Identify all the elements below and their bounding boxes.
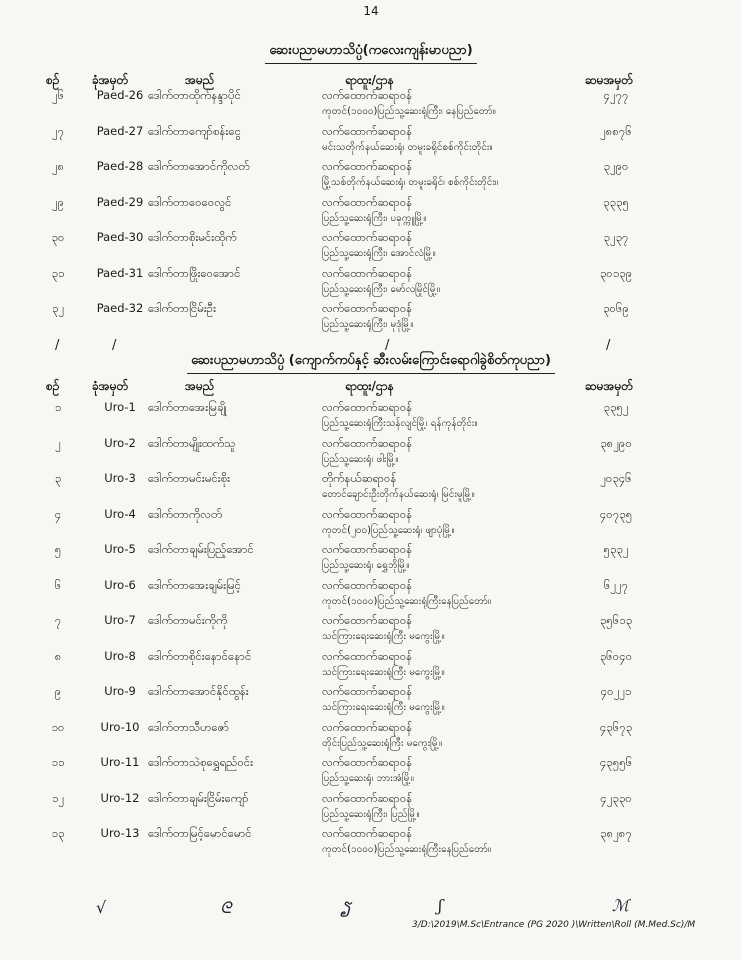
row-code: ၂၀၃၄၆ bbox=[600, 471, 632, 485]
row-roll-number: Paed-26 bbox=[96, 88, 144, 102]
row-number: ၁၀ bbox=[51, 719, 65, 734]
row-name: ဒေါက်တာကျော်စန်းငွေ bbox=[148, 123, 241, 138]
row-code: ၃၃၅၂ bbox=[603, 400, 629, 414]
separator-mark: / bbox=[385, 338, 390, 353]
row-roll-number: Uro-11 bbox=[100, 755, 140, 769]
row-location: ပြည်သူ့ဆေးရုံကြီး၊ ပခုက္ကူမြို့။ bbox=[322, 212, 427, 224]
row-roll-number: Paed-27 bbox=[96, 123, 144, 138]
row-number: ၇ bbox=[54, 613, 62, 627]
row-position: လက်ထောက်ဆရာဝန် bbox=[322, 400, 413, 414]
row-location: ပြည်သူ့ဆေးရုံ၊ ဖါးမြို့။ bbox=[322, 453, 399, 465]
row-name: ဒေါက်တာထိုက်နန္ဒာပိုင် bbox=[148, 88, 241, 102]
row-name: ဒေါက်တာချမ်းပြည့်အောင် bbox=[148, 542, 254, 556]
row-code: ၄၀၇၃၅ bbox=[599, 506, 633, 521]
header-roll: ခုံအမှတ် bbox=[92, 379, 129, 393]
row-roll-number: Uro-13 bbox=[100, 826, 140, 840]
section2-title: ဆေးပညာမဟာသိပ္ပံ (ကျောက်ကပ်နှင့် ဆီးလမ်းကြောင်းရောဂါခွဲစိတ်ကုပညာ) bbox=[0, 352, 742, 374]
header-no: စဉ် bbox=[46, 379, 60, 393]
row-code: ၃၅၆၁၃ bbox=[599, 613, 633, 627]
row-position: လက်ထောက်ဆရာဝန် bbox=[322, 542, 413, 556]
row-roll-number: Uro-9 bbox=[104, 684, 136, 698]
row-location: သင်ကြားရေးဆေးရုံကြီး မကွေးမြို့။ bbox=[322, 631, 445, 642]
header-code: ဆမအမှတ် bbox=[585, 73, 634, 87]
row-name: ဒေါက်တာဖြိုးဝေအောင် bbox=[148, 265, 241, 280]
row-location: ပြည်သူ့ဆေးရုံကြီး၊ မုဒုံမြို့။ bbox=[322, 319, 414, 330]
row-code: ၄၀၂၂၁ bbox=[600, 684, 632, 698]
row-code: ၃၂၃၇ bbox=[603, 230, 629, 244]
row-roll-number: Uro-3 bbox=[104, 471, 136, 485]
signature-mark: ຽ bbox=[340, 898, 351, 917]
section1-title: ဆေးပညာမဟာသိပ္ပံ(ကလေးကျန်းမာပညာ) bbox=[0, 42, 742, 64]
row-code: ၃၀၆၉ bbox=[603, 301, 629, 315]
row-location: တောင်ချောင်းဦးတိုက်နယ်ဆေးရုံ၊ မြင်းမူမြို့။ bbox=[322, 489, 475, 500]
row-location: မင်းသတိုက်နယ်ဆေးရုံ၊ တမူးခရိုင်စစ်ကိုင်းတိုင်း။ bbox=[322, 141, 493, 153]
header-position: ရာထူး/ဌာန bbox=[345, 73, 394, 87]
row-code: ၃၈၂၈၇ bbox=[600, 826, 632, 840]
row-name: ဒေါက်တာအေးမြချို bbox=[148, 400, 227, 414]
row-number: ၂၈ bbox=[51, 159, 65, 173]
signature-mark: ʃ bbox=[438, 896, 443, 915]
row-name: ဒေါက်တာဝေဝေလွင် bbox=[148, 194, 232, 209]
row-position: လက်ထောက်ဆရာဝန် bbox=[322, 613, 413, 627]
row-position: လက်ထောက်ဆရာဝန် bbox=[322, 648, 413, 663]
row-location: ပြည်သူ့ဆေးရုံ၊ ရွှေဘိုမြို့။ bbox=[322, 560, 410, 571]
header-no: စဉ် bbox=[46, 73, 60, 87]
row-location: ပြည်သူ့ဆေးရုံ၊ ဘားအံမြို့။ bbox=[322, 773, 414, 784]
row-code: ၄၂၇၇ bbox=[603, 88, 629, 102]
row-roll-number: Uro-1 bbox=[104, 400, 136, 414]
header-position: ရာထူး/ဌာန bbox=[345, 379, 394, 393]
row-location: ပြည်သူ့ဆေးရုံကြီး၊ အောင်လံမြို့။ bbox=[322, 248, 436, 259]
row-number: ၃၀ bbox=[51, 230, 65, 244]
footer-path: 3/D:\2019\M.Sc\Entrance (PG 2020 )\Written\Roll (M.Med.Sc)/M bbox=[412, 920, 696, 930]
row-name: ဒေါက်တာမင်းကိုကို bbox=[148, 613, 228, 627]
row-name: ဒေါက်တာစိုးမင်းထိုက် bbox=[148, 230, 237, 244]
row-number: ၂၇ bbox=[51, 123, 65, 138]
row-roll-number: Uro-5 bbox=[104, 542, 136, 556]
signature-mark: √ bbox=[96, 898, 107, 917]
row-name: ဒေါက်တာစိုင်းနောင်နောင် bbox=[148, 648, 252, 663]
row-name: ဒေါက်တာငြိမ်းဦး bbox=[148, 301, 217, 315]
row-code: ၃၃၃၅ bbox=[603, 194, 629, 209]
row-number: ၃၁ bbox=[51, 265, 65, 280]
row-code: ၄၃၆၇၃ bbox=[599, 719, 633, 734]
row-roll-number: Paed-32 bbox=[96, 301, 144, 315]
row-code: ၃၀၁၃၉ bbox=[599, 265, 633, 280]
row-location: သင်ကြားရေးဆေးရုံကြီး မကွေးမြို့။ bbox=[322, 666, 445, 678]
header-name: အမည် bbox=[185, 379, 215, 393]
row-location: ကုတင်(၂၀၀)ပြည်သူ့ဆေးရုံ၊ ဖျာပုံမြို့။ bbox=[322, 524, 455, 536]
row-position: လက်ထောက်ဆရာဝန် bbox=[322, 265, 413, 280]
row-number: ၁၃ bbox=[51, 826, 65, 840]
row-name: ဒေါက်တာအောင်ကိုလတ် bbox=[148, 159, 250, 173]
header-name: အမည် bbox=[185, 73, 215, 87]
row-roll-number: Uro-2 bbox=[104, 435, 136, 450]
page-number: 14 bbox=[363, 4, 379, 18]
row-number: ၃၂ bbox=[51, 301, 65, 315]
row-location: သင်ကြားရေးဆေးရုံကြီး မကွေးမြို့။ bbox=[322, 702, 445, 713]
row-location: တိုင်းပြည်သူ့ဆေးရုံကြီး မကွေးမြို့။ bbox=[322, 737, 443, 749]
row-roll-number: Paed-30 bbox=[96, 230, 144, 244]
row-name: ဒေါက်တာသဲစုရွှေရည်ဝင်း bbox=[148, 755, 254, 769]
row-number: ၁၂ bbox=[51, 790, 65, 805]
row-position: လက်ထောက်ဆရာဝန် bbox=[322, 790, 413, 805]
row-position: လက်ထောက်ဆရာဝန် bbox=[322, 301, 413, 315]
row-location: ပြည်သူ့ဆေးရုံကြီး၊ ပြည်မြို့။ bbox=[322, 808, 420, 820]
row-position: လက်ထောက်ဆရာဝန် bbox=[322, 506, 413, 521]
row-code: ၃၂၉၀ bbox=[603, 159, 629, 173]
header-roll: ခုံအမှတ် bbox=[92, 73, 129, 87]
header-code: ဆမအမှတ် bbox=[585, 379, 634, 393]
signature-mark: ᘓ bbox=[220, 898, 232, 917]
row-position: လက်ထောက်ဆရာဝန် bbox=[322, 719, 413, 734]
row-code: ၃၆၀၄၀ bbox=[599, 648, 633, 663]
row-name: ဒေါက်တာအေးချမ်းမြင့် bbox=[148, 577, 241, 592]
row-number: ၈ bbox=[54, 648, 62, 663]
row-location: ကုတင်(၁၀၀၀)ပြည်သူ့ဆေးရုံကြီး၊ နေပြည်တော်။ bbox=[322, 106, 496, 117]
row-number: ၆ bbox=[54, 577, 62, 592]
row-number: ၃ bbox=[54, 471, 62, 485]
row-name: ဒေါက်တာကိုလတ် bbox=[148, 506, 223, 521]
row-roll-number: Paed-29 bbox=[96, 194, 144, 209]
separator-mark: / bbox=[55, 338, 60, 353]
row-position: လက်ထောက်ဆရာဝန် bbox=[322, 826, 413, 840]
separator-mark: / bbox=[606, 338, 611, 353]
row-name: ဒေါက်တာသီဟဇော် bbox=[148, 719, 230, 734]
row-location: ပြည်သူ့ဆေးရုံကြီး၊ မော်လမြိုင်မြို့။ bbox=[322, 283, 441, 295]
row-position: တိုက်နယ်ဆရာဝန် bbox=[322, 471, 397, 485]
row-position: လက်ထောက်ဆရာဝန် bbox=[322, 435, 413, 450]
signature-mark: ℳ bbox=[612, 896, 630, 915]
row-code: ၅၃၃၂ bbox=[603, 542, 629, 556]
row-roll-number: Uro-12 bbox=[100, 790, 140, 805]
row-roll-number: Uro-7 bbox=[104, 613, 136, 627]
row-name: ဒေါက်တာမျိုးထက်သူ bbox=[148, 435, 236, 450]
row-code: ၄၂၃၃၀ bbox=[600, 790, 632, 805]
row-code: ၂၈၈၇၆ bbox=[600, 123, 632, 138]
row-location: ပြည်သူ့ဆေးရုံကြီးသန်လျင်မြို့၊ ရန်ကုန်တိုင်း။ bbox=[322, 418, 478, 429]
row-roll-number: Uro-8 bbox=[104, 648, 136, 663]
row-position: လက်ထောက်ဆရာဝန် bbox=[322, 230, 413, 244]
row-position: လက်ထောက်ဆရာဝန် bbox=[322, 577, 413, 592]
row-position: လက်ထောက်ဆရာဝန် bbox=[322, 159, 413, 173]
separator-mark: / bbox=[112, 338, 117, 353]
row-name: ဒေါက်တာအောင်နိုင်ထွန်း bbox=[148, 684, 249, 698]
row-location: မြို့သစ်တိုက်နယ်ဆေးရုံ၊ တမူးခရိုင်၊ စစ်ကိုင်းတိုင်း။ bbox=[322, 177, 499, 188]
row-roll-number: Paed-31 bbox=[96, 265, 144, 280]
row-code: ၄၃၅၅၆ bbox=[599, 755, 633, 769]
row-roll-number: Uro-10 bbox=[100, 719, 140, 734]
row-roll-number: Uro-4 bbox=[104, 506, 136, 521]
row-position: လက်ထောက်ဆရာဝန် bbox=[322, 88, 413, 102]
row-roll-number: Paed-28 bbox=[96, 159, 144, 173]
row-number: ၄ bbox=[54, 506, 62, 521]
row-name: ဒေါက်တာချမ်းငြိမ်းကျော် bbox=[148, 790, 249, 805]
row-number: ၂ bbox=[55, 435, 61, 450]
row-name: ဒေါက်တာမြင့်မောင်မောင် bbox=[148, 826, 252, 840]
row-number: ၂၆ bbox=[51, 88, 65, 102]
row-position: လက်ထောက်ဆရာဝန် bbox=[322, 755, 413, 769]
row-roll-number: Uro-6 bbox=[104, 577, 136, 592]
row-position: လက်ထောက်ဆရာဝန် bbox=[322, 123, 413, 138]
row-number: ၉ bbox=[54, 684, 62, 698]
row-code: ၃၈၂၉၀ bbox=[600, 435, 632, 450]
row-name: ဒေါက်တာမင်းမင်းစိုး bbox=[148, 471, 231, 485]
row-number: ၁ bbox=[54, 400, 62, 414]
row-position: လက်ထောက်ဆရာဝန် bbox=[322, 684, 413, 698]
row-number: ၁၁ bbox=[51, 755, 65, 769]
row-number: ၂၉ bbox=[51, 194, 65, 209]
row-code: ၆၂၂၇ bbox=[603, 577, 629, 592]
row-location: ကုတင်(၁၀၀၀)ပြည်သူ့ဆေးရုံကြီးနေပြည်တော်။ bbox=[322, 595, 492, 607]
row-location: ကုတင်(၁၀၀၀)ပြည်သူ့ဆေးရုံကြီးနေပြည်တော်။ bbox=[322, 844, 492, 855]
row-position: လက်ထောက်ဆရာဝန် bbox=[322, 194, 413, 209]
row-number: ၅ bbox=[54, 542, 62, 556]
